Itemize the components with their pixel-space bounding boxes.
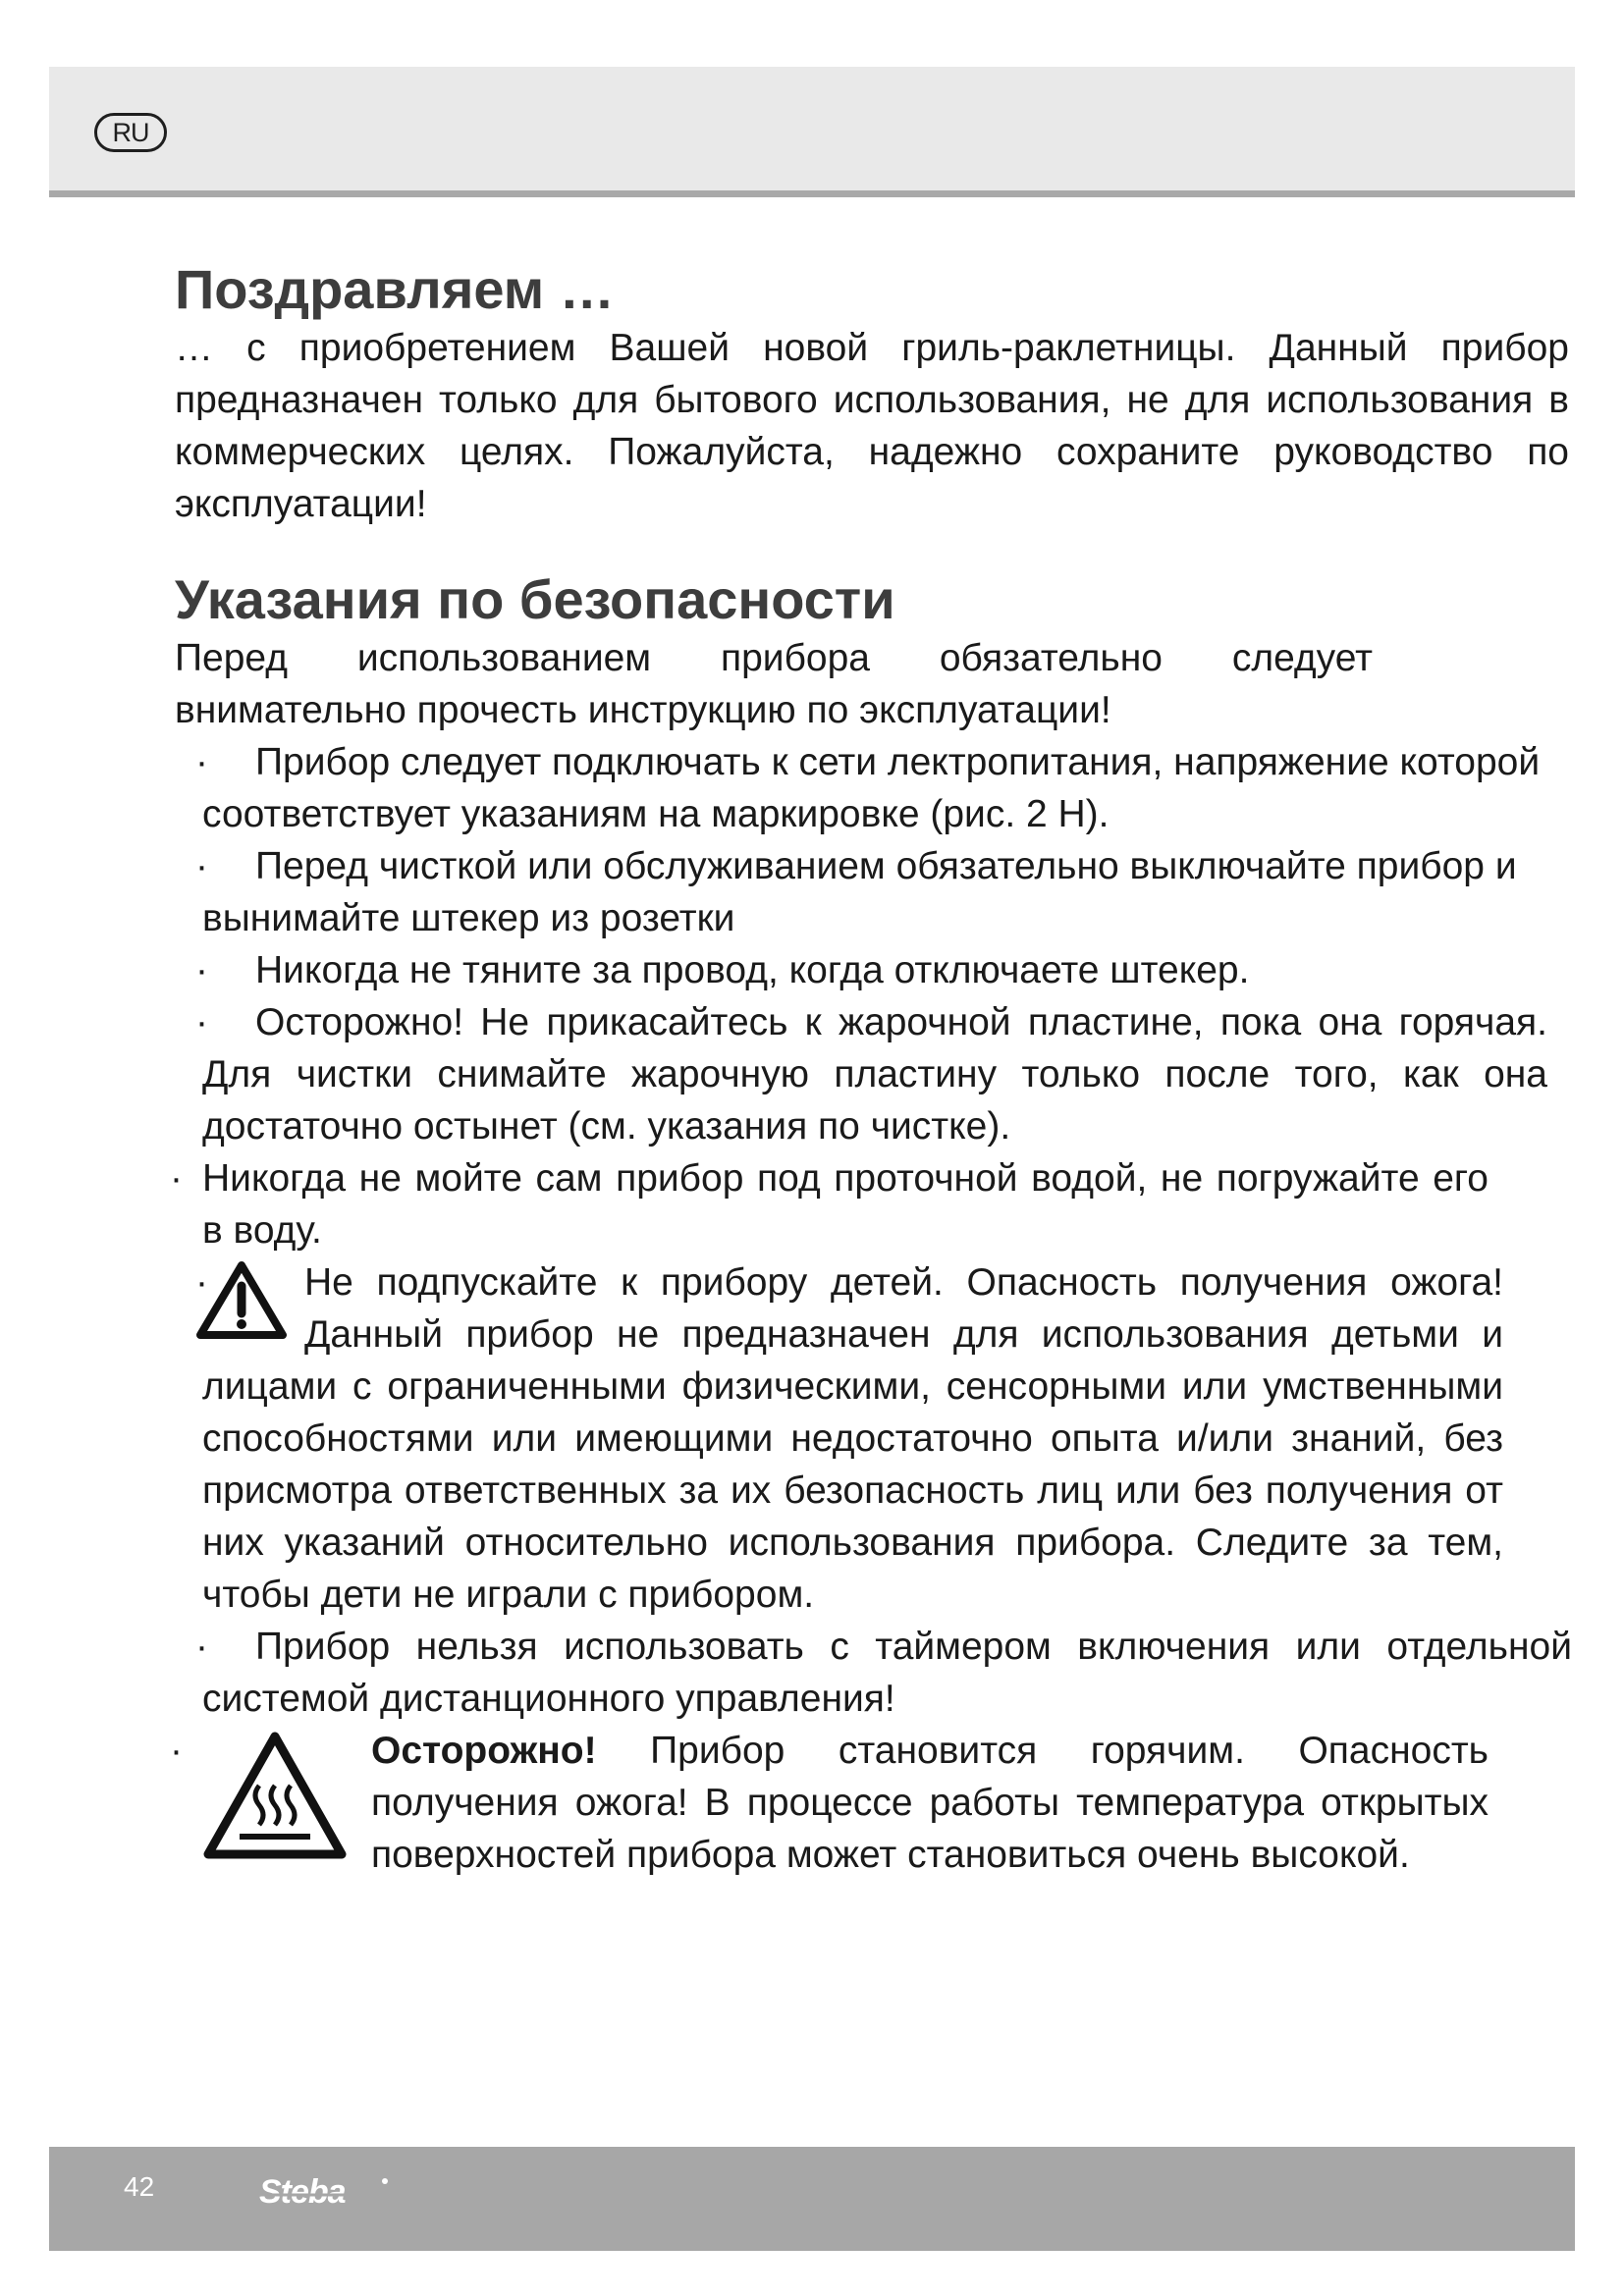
safety-intro: Перед использованием прибора обязательно следует внимательно прочесть инструкцию по эксплуатации! xyxy=(175,637,1373,731)
safety-item-4 xyxy=(175,996,1547,1152)
bullet: · xyxy=(170,1157,183,1200)
hot-warning-lead: Осторожно! xyxy=(371,1730,597,1772)
safety-item-3 xyxy=(175,944,1518,996)
hot-warning-text: Прибор становится горячим. Опасность получения ожога! В процессе работы температура открытых поверхностей прибора может становиться очень высокой. xyxy=(371,1730,1489,1876)
bullet: · xyxy=(195,1261,208,1304)
bullet: · xyxy=(195,1626,208,1668)
svg-text:Steba: Steba xyxy=(259,2173,346,2211)
safety-item-1 xyxy=(175,736,1575,840)
safety-item-text: Прибор следует подключать к сети лектропитания, напряжение которой соответствует указаниям на маркировке (рис. 2 H). xyxy=(202,741,1541,835)
hot-surface-warning xyxy=(170,1725,1489,1881)
hot-surface-icon xyxy=(202,1729,348,1862)
page-number: 42 xyxy=(124,2171,155,2202)
bullet: · xyxy=(195,949,208,991)
safety-item-6 xyxy=(175,1256,1503,1621)
safety-item-text: Никогда не мойте сам прибор под проточной водой, не погружайте его в воду. xyxy=(202,1157,1489,1252)
safety-heading: Указания по безопасности xyxy=(175,568,895,630)
safety-item-text: Никогда не тяните за провод, когда отключаете штекер. xyxy=(255,949,1250,991)
congrats-heading: Поздравляем … xyxy=(175,258,615,320)
safety-item-5 xyxy=(170,1152,1489,1256)
bullet: · xyxy=(195,845,208,887)
bullet: · xyxy=(195,741,208,783)
warning-triangle-icon xyxy=(196,1260,287,1339)
safety-item-text: Осторожно! Не прикасайтесь к жарочной пластине, пока она горячая. Для чистки снимайте жарочную пластину только после того, как она достаточно остынет (см. указания по чистке). xyxy=(202,1001,1547,1148)
header-band xyxy=(49,67,1575,197)
bullet: · xyxy=(195,1001,208,1043)
safety-item-text: Прибор нельзя использовать с таймером включения или отдельной системой дистанционного управления! xyxy=(202,1626,1572,1720)
steba-logo xyxy=(257,2173,414,2213)
page-content xyxy=(170,257,1572,1881)
safety-item-text: Перед чисткой или обслуживанием обязательно выключайте прибор и вынимайте штекер из розетки xyxy=(202,845,1517,939)
safety-item-7 xyxy=(175,1621,1572,1725)
safety-item-text: Не подпускайте к прибору детей. Опасность получения ожога! Данный прибор не предназначен для использования детьми и лицами с ограниченными физическими, сенсорными или умственными способностями или имеющими недостаточно опыта и/или знаний, без присмотра ответственных за их безопасность лиц или без получения от них указаний относительно использования прибора. Следите за тем, чтобы дети не играли с прибором. xyxy=(202,1261,1503,1616)
language-badge: RU xyxy=(94,113,167,152)
safety-item-2 xyxy=(175,840,1518,944)
bullet: · xyxy=(170,1730,183,1772)
congrats-paragraph: … с приобретением Вашей новой гриль-раклетницы. Данный прибор предназначен только для бытового использования, не для использования в коммерческих целях. Пожалуйста, надежно сохраните руководство по эксплуатации! xyxy=(175,327,1569,525)
